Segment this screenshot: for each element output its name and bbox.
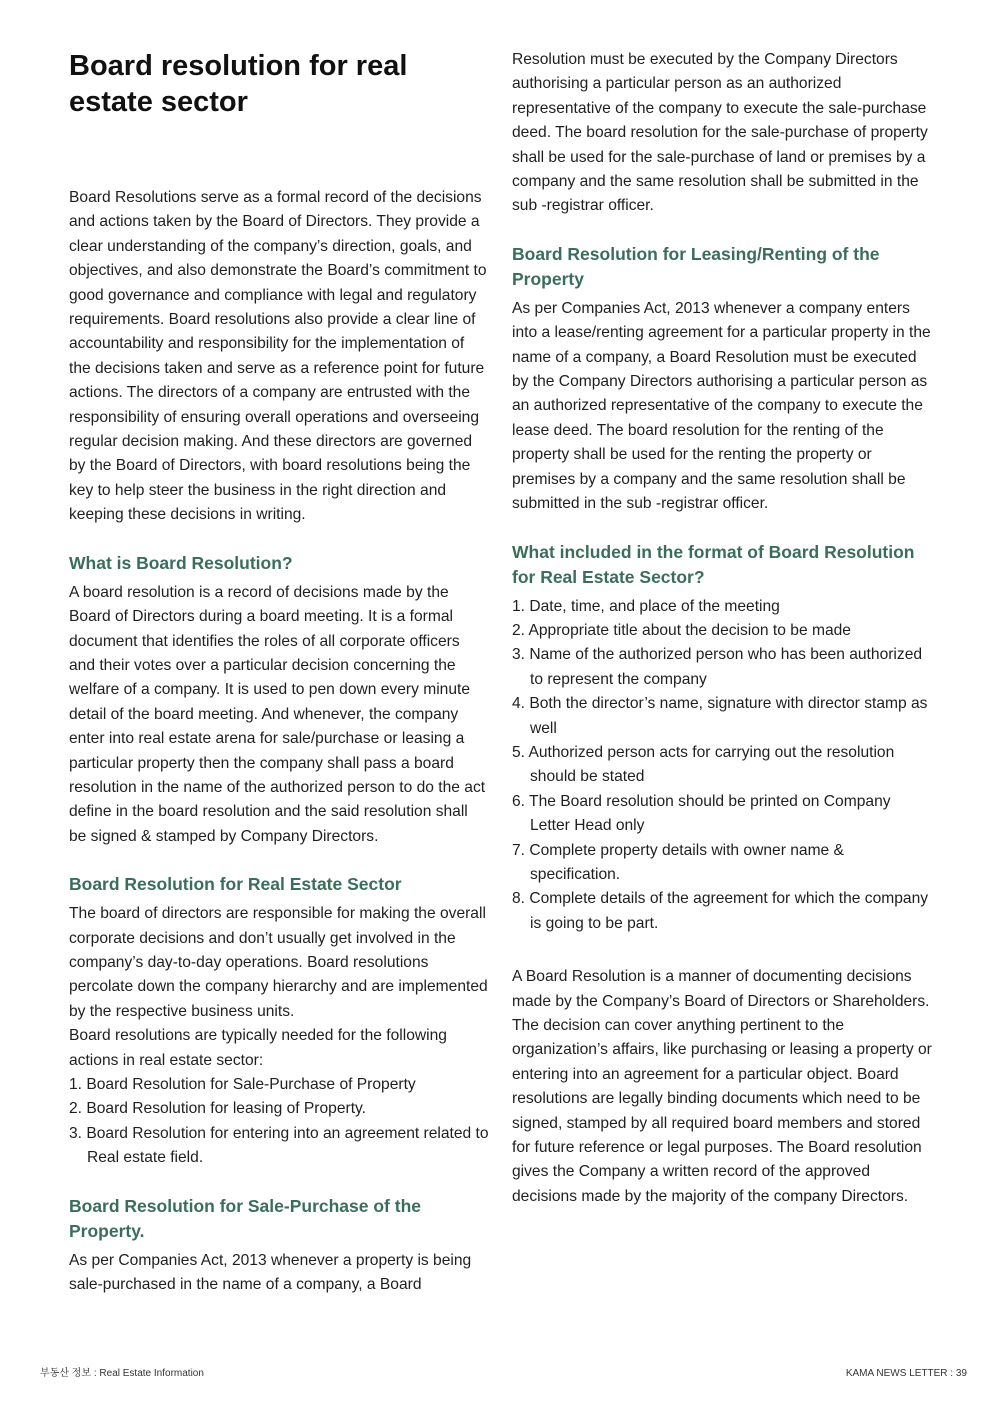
left-column: [69, 186, 489, 1297]
format-heading: What included in the format of Board Resolution for Real Estate Sector?: [512, 541, 915, 587]
footer-section-label: 부동산 정보 : Real Estate Information: [40, 1368, 204, 1379]
leasing-paragraph: As per Companies Act, 2013 whenever a company enters into a lease/renting agreement for a particular property in the name of a company, a Board Resolution must be executed by the Company Directors authorising a particular person as an authorized representative of the company to execute the lease deed. The board resolution for the renting of the property shall be used for the renting the property or premises by a company and the same resolution shall be submitted in the sub -registrar officer.: [512, 299, 931, 513]
format-list: [512, 595, 932, 937]
list-item: 1. Date, time, and place of the meeting: [512, 597, 780, 615]
what-is-heading: What is Board Resolution?: [69, 552, 293, 573]
real-estate-actions-list: [69, 1073, 489, 1171]
page-title: Board resolution for real estate sector: [69, 50, 408, 118]
list-item: 1. Board Resolution for Sale-Purchase of Property: [69, 1076, 416, 1093]
list-item: 7. Complete property details with owner name & specification.: [512, 841, 844, 883]
list-item: 4. Both the director’s name, signature with director stamp as well: [512, 695, 928, 737]
intro-paragraph: Board Resolutions serve as a formal record of the decisions and actions taken by the Board of Directors. They provide a clear understanding of the company’s direction, goals, and objectives, and also demonstrate the Board’s commitment to good governance and compliance with legal and regulatory requirements. Board resolutions also provide a clear line of accountability and responsibility for the implementation of the decisions taken and serve as a reference point for future actions. The directors of a company are entrusted with the responsibility of ensuring overall operations and overseeing regular decision making. And these directors are governed by the Board of Directors, with board resolutions being the key to help steer the business in the right direction and keeping these decisions in writing.: [69, 189, 487, 524]
list-item: 3. Board Resolution for entering into an agreement related to Real estate field.: [69, 1124, 489, 1167]
sale-purchase-paragraph-continued: Resolution must be executed by the Company Directors authorising a particular person as an authorized representative of the company to execute the sale-purchase deed. The board resolution for the sale-purchase of property shall be used for the sale-purchase of land or premises by a company and the same resolution shall be submitted in the sub -registrar officer.: [512, 51, 928, 215]
real-estate-heading: Board Resolution for Real Estate Sector: [69, 874, 402, 895]
list-item: 6. The Board resolution should be printed on Company Letter Head only: [512, 792, 891, 835]
closing-paragraph: A Board Resolution is a manner of documenting decisions made by the Company’s Board of Directors or Shareholders. The decision can cover anything pertinent to the organization’s affairs, like purchasing or leasing a property or entering into an agreement for a particular object. Board resolutions are legally binding documents which need to be signed, stamped by all required board members and stored for future reference or legal purposes. The Board resolution gives the Company a written record of the approved decisions made by the majority of the company Directors.: [512, 968, 932, 1205]
list-item: 2. Appropriate title about the decision to be made: [512, 621, 851, 639]
sale-purchase-paragraph-start: As per Companies Act, 2013 whenever a property is being sale-purchased in the name of a company, a Board: [69, 1251, 472, 1294]
real-estate-paragraph: The board of directors are responsible for making the overall corporate decisions and don’t usually get involved in the company’s day-to-day operations. Board resolutions percolate down the company hierarchy and are implemented by the respective business units.: [69, 905, 488, 1020]
what-is-paragraph: A board resolution is a record of decisions made by the Board of Directors during a board meeting. It is a formal document that identifies the roles of all corporate officers and their votes over a particular decision concerning the welfare of a company. It is used to pen down every minute detail of the board meeting. And whenever, the company enter into real estate arena for sale/purchase or leasing a particular property then the company shall pass a board resolution in the name of the authorized person to do the act define in the board resolution and the said resolution shall be signed & stamped by Company Directors.: [69, 583, 486, 845]
list-item: 5. Authorized person acts for carrying out the resolution should be stated: [512, 743, 895, 786]
list-item: 3. Name of the authorized person who has been authorized to represent the company: [512, 646, 923, 688]
right-column: [512, 48, 932, 1209]
list-item: 2. Board Resolution for leasing of Property.: [69, 1100, 367, 1118]
footer-page-number: KAMA NEWS LETTER : 39: [845, 1368, 967, 1379]
list-item: 8. Complete details of the agreement for which the company is going to be part.: [512, 890, 929, 932]
sale-purchase-heading: Board Resolution for Sale-Purchase of the Property.: [69, 1195, 421, 1241]
real-estate-actions-intro: Board resolutions are typically needed for the following actions in real estate sector:: [69, 1027, 447, 1069]
leasing-heading: Board Resolution for Leasing/Renting of the Property: [512, 243, 880, 289]
